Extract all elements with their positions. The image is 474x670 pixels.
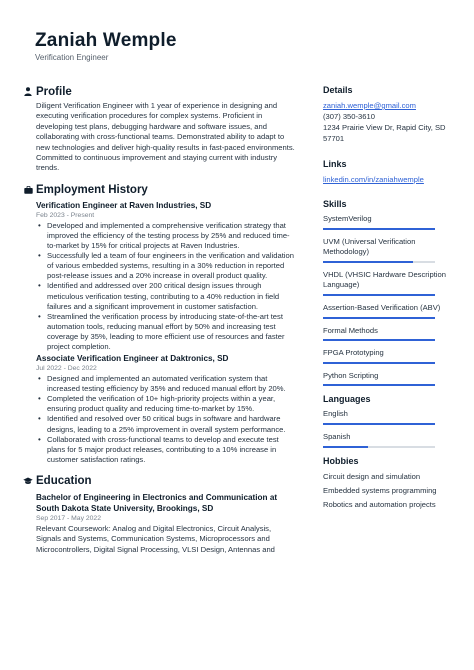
- skill-level-fill: [323, 294, 435, 296]
- skill-level-fill: [323, 339, 435, 341]
- employment-heading: [23, 183, 298, 198]
- skill-level-bar: [323, 339, 435, 341]
- skills-section: [323, 198, 448, 386]
- skill-level-bar: [323, 261, 435, 263]
- profile-heading: [23, 84, 298, 99]
- skill-level-bar: [323, 384, 435, 386]
- job-title: Associate Verification Engineer at Daktronics, SD: [36, 354, 229, 364]
- education-heading-text: Education: [36, 475, 92, 488]
- phone-number: (307) 350-3610: [323, 112, 375, 121]
- skill-name: Assertion-Based Verification (ABV): [323, 302, 441, 312]
- skill-level-bar: [323, 362, 435, 364]
- skill-level-fill: [323, 261, 413, 263]
- job-title: Verification Engineer at Raven Industries, SD: [36, 200, 212, 210]
- candidate-name: Zaniah Wemple: [35, 30, 177, 51]
- job-bullet: • Completed the verification of 10+ high-priority projects within a year, ensuring product quality and reducing time-to-market by 15%.: [47, 394, 298, 414]
- skill-name: VHDL (VHSIC Hardware Description Language): [323, 269, 446, 290]
- job-bullets: [36, 374, 298, 465]
- candidate-title: Verification Engineer: [35, 53, 109, 62]
- skill-level-fill: [323, 317, 435, 319]
- education-section: [23, 474, 298, 555]
- hobbies-section: [323, 455, 448, 510]
- job-bullet: • Identified and addressed over 200 critical design issues through meticulous verification testing, contributing to a 40% reduction in field failures and a significant improvement in customer satisfaction.: [47, 281, 298, 311]
- job-bullets: [36, 221, 298, 352]
- skill-level-fill: [323, 384, 435, 386]
- skill-name: Formal Methods: [323, 325, 378, 335]
- skill-level-bar: [323, 294, 435, 296]
- email-link[interactable]: zaniah.wemple@gmail.com: [323, 101, 416, 110]
- graduation-cap-icon: [23, 477, 33, 485]
- skill-level-fill: [323, 228, 435, 230]
- resume-header: [35, 30, 177, 62]
- hobbies-heading: Hobbies: [323, 455, 359, 466]
- details-heading: Details: [323, 85, 353, 95]
- language-level-bar: [323, 423, 435, 425]
- skills-heading: Skills: [323, 199, 347, 209]
- hobby-item: Embedded systems programming: [323, 485, 437, 495]
- employment-heading-text: Employment History: [36, 184, 148, 197]
- person-icon: [23, 87, 33, 96]
- language-name: English: [323, 409, 348, 419]
- job-bullet: • Successfully led a team of four engineers in the verification and validation of various embedded systems, resulting in a 30% reduction in reported post-release issues and a 20% increase in overall product quality.: [47, 251, 298, 281]
- address: 1234 Prairie View Dr, Rapid City, SD 57701: [323, 123, 446, 143]
- job-bullet: • Collaborated with cross-functional teams to develop and execute test plans for 5 major product releases, contributing to a 10% increase in customer satisfaction ratings.: [47, 435, 298, 465]
- profile-heading-text: Profile: [36, 85, 72, 98]
- degree-dates: Sep 2017 - May 2022: [36, 514, 101, 522]
- main-column: [23, 84, 298, 555]
- job-bullet: • Identified and resolved over 50 critical bugs in software and hardware designs, leading to a 25% improvement in overall system performance.: [47, 414, 298, 434]
- skill-level-bar: [323, 228, 435, 230]
- education-heading: [23, 474, 298, 489]
- hobby-item: Robotics and automation projects: [323, 499, 436, 509]
- linkedin-link[interactable]: linkedin.com/in/zaniahwemple: [323, 175, 424, 184]
- languages-section: [323, 393, 448, 447]
- degree-coursework: Relevant Coursework: Analog and Digital Electronics, Circuit Analysis, Signals and Systems, Communication Systems, Microprocessors and Microcontrollers, Digital Signal Processing, VLSI Design, Antennas and: [36, 523, 275, 554]
- degree-title: Bachelor of Engineering in Electronics and Communication at South Dakota State University, Brookings, SD: [36, 492, 278, 513]
- job-dates: Jul 2022 - Dec 2022: [36, 365, 97, 373]
- skill-name: SystemVerilog: [323, 214, 372, 223]
- language-name: Spanish: [323, 431, 351, 441]
- links-section: [323, 158, 448, 185]
- job-entry: [36, 353, 298, 465]
- skills-list: [323, 214, 448, 386]
- job-dates: Feb 2023 - Present: [36, 211, 95, 219]
- job-bullet: • Designed and implemented an automated verification system that increased testing efficiency by 35% and reduced manual effort by 20%.: [47, 374, 298, 394]
- employment-section: [23, 183, 298, 465]
- profile-summary: Diligent Verification Engineer with 1 year of experience in designing and executing verification procedures for complex systems. Proficient in developing test plans, debugging hardware and software issues, and collaborating with cross-functional teams. Demonstrated ability to adapt to new technologies and deliver high-quality results in fast-paced environments. Committed to continuous improvement and staying current with industry trends.: [36, 101, 295, 173]
- sidebar-column: [323, 84, 448, 510]
- job-bullet: • Developed and implemented a comprehensive verification strategy that improved the efficiency of the testing process by 25% and reduced time-to-market by 15% for critical projects at Raven Industries.: [47, 221, 298, 251]
- skill-name: Python Scripting: [323, 370, 379, 380]
- skill-level-bar: [323, 317, 435, 319]
- links-heading: Links: [323, 159, 347, 169]
- job-bullet: • Streamlined the verification process by introducing state-of-the-art test automation tools, reducing manual effort by 50% and increasing test coverage by 35%, leading to more efficient use of resources and faster project completion.: [47, 312, 298, 352]
- briefcase-icon: [23, 186, 33, 194]
- language-level-fill: [323, 423, 435, 425]
- languages-list: [323, 409, 448, 447]
- skill-level-fill: [323, 362, 435, 364]
- skill-name: FPGA Prototyping: [323, 348, 384, 358]
- language-level-fill: [323, 446, 368, 448]
- job-entry: [36, 200, 298, 352]
- language-level-bar: [323, 446, 435, 448]
- languages-heading: Languages: [323, 394, 371, 405]
- profile-section: [23, 84, 298, 174]
- details-section: [323, 84, 448, 144]
- skill-name: UVM (Universal Verification Methodology): [323, 236, 416, 257]
- hobby-item: Circuit design and simulation: [323, 471, 421, 481]
